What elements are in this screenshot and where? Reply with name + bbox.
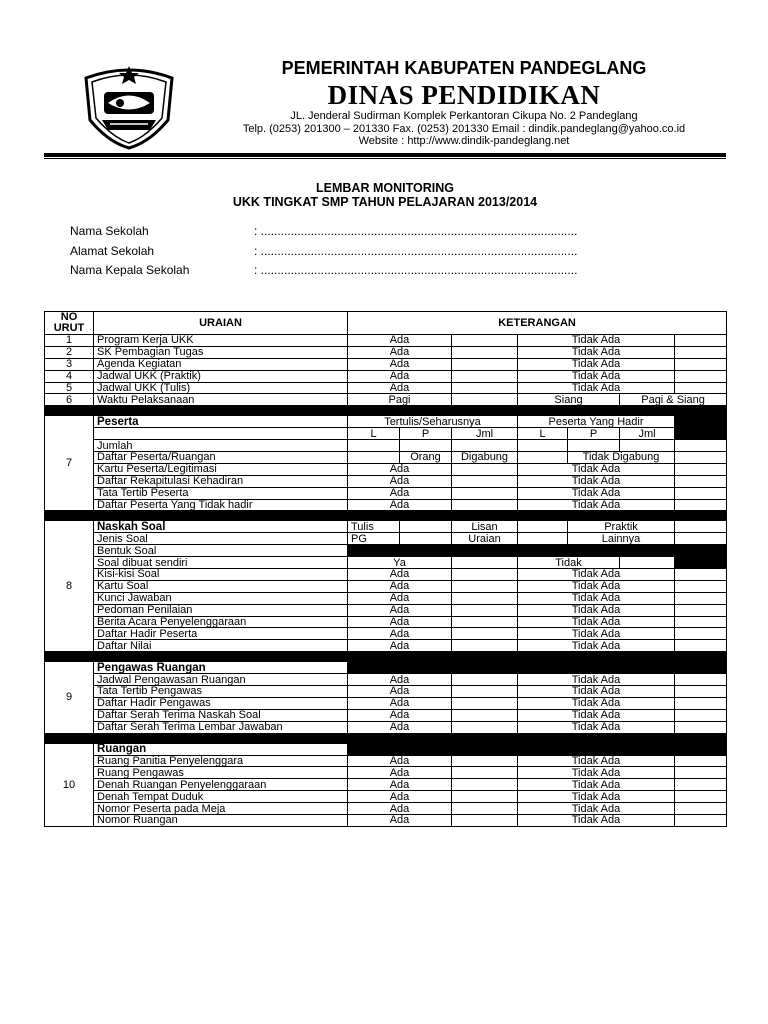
table-row <box>45 312 727 335</box>
col-header-no-line2: URUT <box>53 322 85 334</box>
check-cell <box>452 475 518 487</box>
check-cell <box>452 335 518 347</box>
option-tulis: Tulis <box>348 521 400 533</box>
option-tidak-ada: Tidak Ada <box>518 463 675 475</box>
option-tidak-ada: Tidak Ada <box>518 358 675 370</box>
item-label: Ruang Panitia Penyelenggara <box>94 755 348 767</box>
field-blank: : ............................................................................................... <box>254 224 578 238</box>
option-ada: Ada <box>348 791 452 803</box>
check-cell <box>675 569 727 581</box>
option-tidak-ada: Tidak Ada <box>518 370 675 382</box>
check-cell <box>675 580 727 592</box>
option-pg: PG <box>348 533 400 545</box>
check-cell <box>675 628 727 640</box>
check-cell <box>675 533 727 545</box>
field-label: Nama Sekolah <box>70 224 149 238</box>
principal-name-row <box>70 261 577 281</box>
option-ada: Ada <box>348 709 452 721</box>
section-title: Pengawas Ruangan <box>94 662 348 674</box>
check-cell <box>675 382 727 394</box>
option-tidak-ada: Tidak Ada <box>518 499 675 511</box>
option-ada: Ada <box>348 697 452 709</box>
check-cell <box>452 557 518 569</box>
blank-cell <box>94 428 348 440</box>
col-header-keterangan: KETERANGAN <box>348 312 727 335</box>
col-p: P <box>568 428 620 440</box>
table-row <box>45 346 727 358</box>
table-row <box>45 803 727 815</box>
check-cell <box>452 382 518 394</box>
option-orang: Orang <box>400 452 452 464</box>
option-tidak-ada: Tidak Ada <box>518 580 675 592</box>
item-label: Denah Tempat Duduk <box>94 791 348 803</box>
check-cell <box>675 791 727 803</box>
option-praktik: Praktik <box>568 521 675 533</box>
section-title: Peserta <box>94 416 348 428</box>
check-cell <box>620 557 675 569</box>
check-cell <box>675 697 727 709</box>
row-number: 9 <box>45 662 94 733</box>
col-l: L <box>348 428 400 440</box>
option-tidak-ada: Tidak Ada <box>518 697 675 709</box>
item-label: Bentuk Soal <box>94 545 348 557</box>
check-cell <box>675 814 727 826</box>
table-row <box>45 463 727 475</box>
row-number: 7 <box>45 416 94 511</box>
table-row <box>45 428 727 440</box>
item-label: Daftar Peserta/Ruangan <box>94 452 348 464</box>
option-ada: Ada <box>348 382 452 394</box>
check-cell <box>620 440 675 452</box>
blank-cell <box>348 545 727 557</box>
item-label: Daftar Hadir Peserta <box>94 628 348 640</box>
check-cell <box>452 628 518 640</box>
check-cell <box>675 592 727 604</box>
check-cell <box>452 721 518 733</box>
item-label: Nomor Peserta pada Meja <box>94 803 348 815</box>
col-header-no <box>45 312 94 335</box>
item-label: Nomor Ruangan <box>94 814 348 826</box>
item-label: Jenis Soal <box>94 533 348 545</box>
option-uraian: Uraian <box>452 533 518 545</box>
check-cell <box>518 533 568 545</box>
table-row <box>45 814 727 826</box>
website: Website : http://www.dindik-pandeglang.net <box>358 135 570 147</box>
option-tidak-ada: Tidak Ada <box>518 487 675 499</box>
check-cell <box>452 686 518 698</box>
check-cell <box>452 499 518 511</box>
section-separator <box>45 511 727 521</box>
table-row <box>45 686 727 698</box>
check-cell <box>348 440 400 452</box>
option-ada: Ada <box>348 463 452 475</box>
check-cell <box>452 803 518 815</box>
school-info <box>70 222 577 281</box>
check-cell <box>675 686 727 698</box>
separator-cell <box>45 511 727 521</box>
section-separator <box>45 733 727 743</box>
row-number: 4 <box>45 370 94 382</box>
check-cell <box>452 463 518 475</box>
option-tidak-ada: Tidak Ada <box>518 709 675 721</box>
item-label: Waktu Pelaksanaan <box>94 394 348 406</box>
table-row <box>45 662 727 674</box>
option-ada: Ada <box>348 499 452 511</box>
school-address-row <box>70 242 577 262</box>
check-cell <box>675 452 727 464</box>
item-label: Tata Tertib Pengawas <box>94 686 348 698</box>
option-ada: Ada <box>348 604 452 616</box>
check-cell <box>452 640 518 652</box>
check-cell <box>452 767 518 779</box>
table-row <box>45 569 727 581</box>
option-ya: Ya <box>348 557 452 569</box>
row-number: 8 <box>45 521 94 652</box>
option-ada: Ada <box>348 686 452 698</box>
table-row <box>45 545 727 557</box>
check-cell <box>452 779 518 791</box>
option-ada: Ada <box>348 580 452 592</box>
header-rule-thick <box>44 153 726 157</box>
option-ada: Ada <box>348 814 452 826</box>
field-label: Nama Kepala Sekolah <box>70 263 190 277</box>
item-label: Kartu Peserta/Legitimasi <box>94 463 348 475</box>
check-cell <box>675 674 727 686</box>
table-row <box>45 779 727 791</box>
option-tidak-ada: Tidak Ada <box>518 803 675 815</box>
item-label: Jadwal Pengawasan Ruangan <box>94 674 348 686</box>
table-row <box>45 628 727 640</box>
check-cell <box>675 370 727 382</box>
field-blank: : ............................................................................................... <box>254 243 578 258</box>
table-row <box>45 370 727 382</box>
section-separator <box>45 406 727 416</box>
check-cell <box>675 767 727 779</box>
table-row <box>45 580 727 592</box>
blank-cell <box>348 662 727 674</box>
check-cell <box>675 499 727 511</box>
row-number: 1 <box>45 335 94 347</box>
check-cell <box>452 697 518 709</box>
check-cell <box>675 475 727 487</box>
table-row <box>45 557 727 569</box>
option-tidak-ada: Tidak Ada <box>518 779 675 791</box>
government-name: PEMERINTAH KABUPATEN PANDEGLANG <box>281 58 647 78</box>
check-cell <box>452 440 518 452</box>
table-row <box>45 440 727 452</box>
option-ada: Ada <box>348 616 452 628</box>
option-ada: Ada <box>348 779 452 791</box>
option-tidak-ada: Tidak Ada <box>518 592 675 604</box>
item-label: Jadwal UKK (Praktik) <box>94 370 348 382</box>
option-ada: Ada <box>348 592 452 604</box>
table-row <box>45 755 727 767</box>
option-lisan: Lisan <box>452 521 518 533</box>
letterhead <box>196 56 732 148</box>
option-pagi: Pagi <box>348 394 452 406</box>
item-label: Daftar Serah Terima Naskah Soal <box>94 709 348 721</box>
option-ada: Ada <box>348 640 452 652</box>
item-label: Denah Ruangan Penyelenggaraan <box>94 779 348 791</box>
section-title: Naskah Soal <box>94 521 348 533</box>
col-header-no-line1: NO <box>60 311 78 323</box>
monitoring-table <box>44 311 727 827</box>
separator-cell <box>45 652 727 662</box>
item-label: Jadwal UKK (Tulis) <box>94 382 348 394</box>
title-line-2: UKK TINGKAT SMP TAHUN PELAJARAN 2013/2014 <box>232 195 538 209</box>
table-row <box>45 533 727 545</box>
item-label: SK Pembagian Tugas <box>94 346 348 358</box>
table-row <box>45 394 727 406</box>
col-p: P <box>400 428 452 440</box>
item-label: Jumlah <box>94 440 348 452</box>
check-cell <box>452 814 518 826</box>
check-cell <box>675 755 727 767</box>
row-number: 5 <box>45 382 94 394</box>
option-lainnya: Lainnya <box>568 533 675 545</box>
row-number: 6 <box>45 394 94 406</box>
option-tidak-ada: Tidak Ada <box>518 346 675 358</box>
option-ada: Ada <box>348 803 452 815</box>
row-number: 10 <box>45 743 94 826</box>
check-cell <box>452 580 518 592</box>
option-ada: Ada <box>348 358 452 370</box>
check-cell <box>452 346 518 358</box>
option-hadir: Peserta Yang Hadir <box>518 416 675 428</box>
check-cell <box>675 487 727 499</box>
check-cell <box>452 394 518 406</box>
check-cell <box>675 358 727 370</box>
check-cell <box>675 640 727 652</box>
table-row <box>45 743 727 755</box>
option-ada: Ada <box>348 370 452 382</box>
check-cell <box>675 803 727 815</box>
check-cell <box>675 335 727 347</box>
check-cell <box>452 791 518 803</box>
option-tidak-ada: Tidak Ada <box>518 791 675 803</box>
table-row <box>45 604 727 616</box>
table-row <box>45 592 727 604</box>
table-row <box>45 767 727 779</box>
row-number: 2 <box>45 346 94 358</box>
check-cell <box>518 440 568 452</box>
option-ada: Ada <box>348 721 452 733</box>
item-label: Pedoman Penilaian <box>94 604 348 616</box>
check-cell <box>518 452 568 464</box>
check-cell <box>675 440 727 452</box>
table-row <box>45 721 727 733</box>
check-cell <box>452 569 518 581</box>
option-tidak-ada: Tidak Ada <box>518 674 675 686</box>
option-tidak-ada: Tidak Ada <box>518 721 675 733</box>
option-tidak-ada: Tidak Ada <box>518 382 675 394</box>
school-name-row <box>70 222 577 242</box>
table-row <box>45 697 727 709</box>
check-cell <box>675 463 727 475</box>
check-cell <box>452 709 518 721</box>
check-cell <box>675 346 727 358</box>
option-ada: Ada <box>348 767 452 779</box>
blank-cell <box>348 743 727 755</box>
check-cell <box>452 755 518 767</box>
table-row <box>45 674 727 686</box>
item-label: Daftar Nilai <box>94 640 348 652</box>
blank-cell <box>675 416 727 440</box>
option-tidak-ada: Tidak Ada <box>518 569 675 581</box>
check-cell <box>675 521 727 533</box>
check-cell <box>568 440 620 452</box>
field-label: Alamat Sekolah <box>70 243 155 258</box>
option-tidak: Tidak <box>518 557 620 569</box>
option-digabung: Digabung <box>452 452 518 464</box>
option-tidak-ada: Tidak Ada <box>518 604 675 616</box>
table-row <box>45 358 727 370</box>
section-separator <box>45 652 727 662</box>
option-ada: Ada <box>348 569 452 581</box>
item-label: Daftar Rekapitulasi Kehadiran <box>94 475 348 487</box>
option-tertulis: Tertulis/Seharusnya <box>348 416 518 428</box>
option-tidak-ada: Tidak Ada <box>518 640 675 652</box>
agency-name: DINAS PENDIDIKAN <box>327 80 601 110</box>
option-ada: Ada <box>348 346 452 358</box>
check-cell <box>400 440 452 452</box>
table-row <box>45 709 727 721</box>
check-cell <box>400 521 452 533</box>
separator-cell <box>45 406 727 416</box>
col-header-uraian: URAIAN <box>94 312 348 335</box>
option-ada: Ada <box>348 674 452 686</box>
title-line-1: LEMBAR MONITORING <box>316 181 454 195</box>
col-jml: Jml <box>452 428 518 440</box>
table-row <box>45 499 727 511</box>
option-ada: Ada <box>348 475 452 487</box>
check-cell <box>675 616 727 628</box>
row-number: 3 <box>45 358 94 370</box>
table-row <box>45 335 727 347</box>
check-cell <box>675 779 727 791</box>
check-cell <box>452 674 518 686</box>
option-siang: Siang <box>518 394 620 406</box>
address: JL. Jenderal Sudirman Komplek Perkantoran Cikupa No. 2 Pandeglang <box>290 110 638 122</box>
item-label: Daftar Serah Terima Lembar Jawaban <box>94 721 348 733</box>
check-cell <box>348 452 400 464</box>
check-cell <box>452 370 518 382</box>
option-tidak-digabung: Tidak Digabung <box>568 452 675 464</box>
table-row <box>45 616 727 628</box>
item-label: Kartu Soal <box>94 580 348 592</box>
check-cell <box>675 721 727 733</box>
col-l: L <box>518 428 568 440</box>
option-ada: Ada <box>348 335 452 347</box>
document-title <box>44 181 726 209</box>
option-tidak-ada: Tidak Ada <box>518 616 675 628</box>
table-row <box>45 382 727 394</box>
check-cell <box>452 616 518 628</box>
check-cell <box>452 358 518 370</box>
item-label: Kunci Jawaban <box>94 592 348 604</box>
item-label: Soal dibuat sendiri <box>94 557 348 569</box>
contact: Telp. (0253) 201300 – 201330 Fax. (0253) 201330 Email : dindik.pandeglang@yahoo.co.id <box>242 122 686 135</box>
item-label: Program Kerja UKK <box>94 335 348 347</box>
option-tidak-ada: Tidak Ada <box>518 767 675 779</box>
table-row <box>45 791 727 803</box>
item-label: Daftar Hadir Pengawas <box>94 697 348 709</box>
check-cell <box>400 533 452 545</box>
table-row <box>45 475 727 487</box>
item-label: Daftar Peserta Yang Tidak hadir <box>94 499 348 511</box>
blank-cell <box>675 557 727 569</box>
option-ada: Ada <box>348 628 452 640</box>
option-tidak-ada: Tidak Ada <box>518 335 675 347</box>
table-row <box>45 416 727 428</box>
table-row <box>45 640 727 652</box>
check-cell <box>518 521 568 533</box>
option-ada: Ada <box>348 487 452 499</box>
table-row <box>45 521 727 533</box>
field-blank: : ............................................................................................... <box>254 263 578 277</box>
header-rule-thin <box>44 158 726 159</box>
item-label: Agenda Kegiatan <box>94 358 348 370</box>
col-jml: Jml <box>620 428 675 440</box>
check-cell <box>452 604 518 616</box>
separator-cell <box>45 733 727 743</box>
item-label: Ruang Pengawas <box>94 767 348 779</box>
option-tidak-ada: Tidak Ada <box>518 475 675 487</box>
item-label: Kisi-kisi Soal <box>94 569 348 581</box>
option-tidak-ada: Tidak Ada <box>518 755 675 767</box>
option-tidak-ada: Tidak Ada <box>518 628 675 640</box>
regency-emblem-icon <box>80 58 178 150</box>
option-ada: Ada <box>348 755 452 767</box>
item-label: Berita Acara Penyelenggaraan <box>94 616 348 628</box>
item-label: Tata Tertib Peserta <box>94 487 348 499</box>
check-cell <box>452 592 518 604</box>
check-cell <box>675 709 727 721</box>
section-title: Ruangan <box>94 743 348 755</box>
table-row <box>45 487 727 499</box>
option-tidak-ada: Tidak Ada <box>518 814 675 826</box>
check-cell <box>675 604 727 616</box>
option-tidak-ada: Tidak Ada <box>518 686 675 698</box>
option-pagi-siang: Pagi & Siang <box>620 394 727 406</box>
table-row <box>45 452 727 464</box>
check-cell <box>452 487 518 499</box>
